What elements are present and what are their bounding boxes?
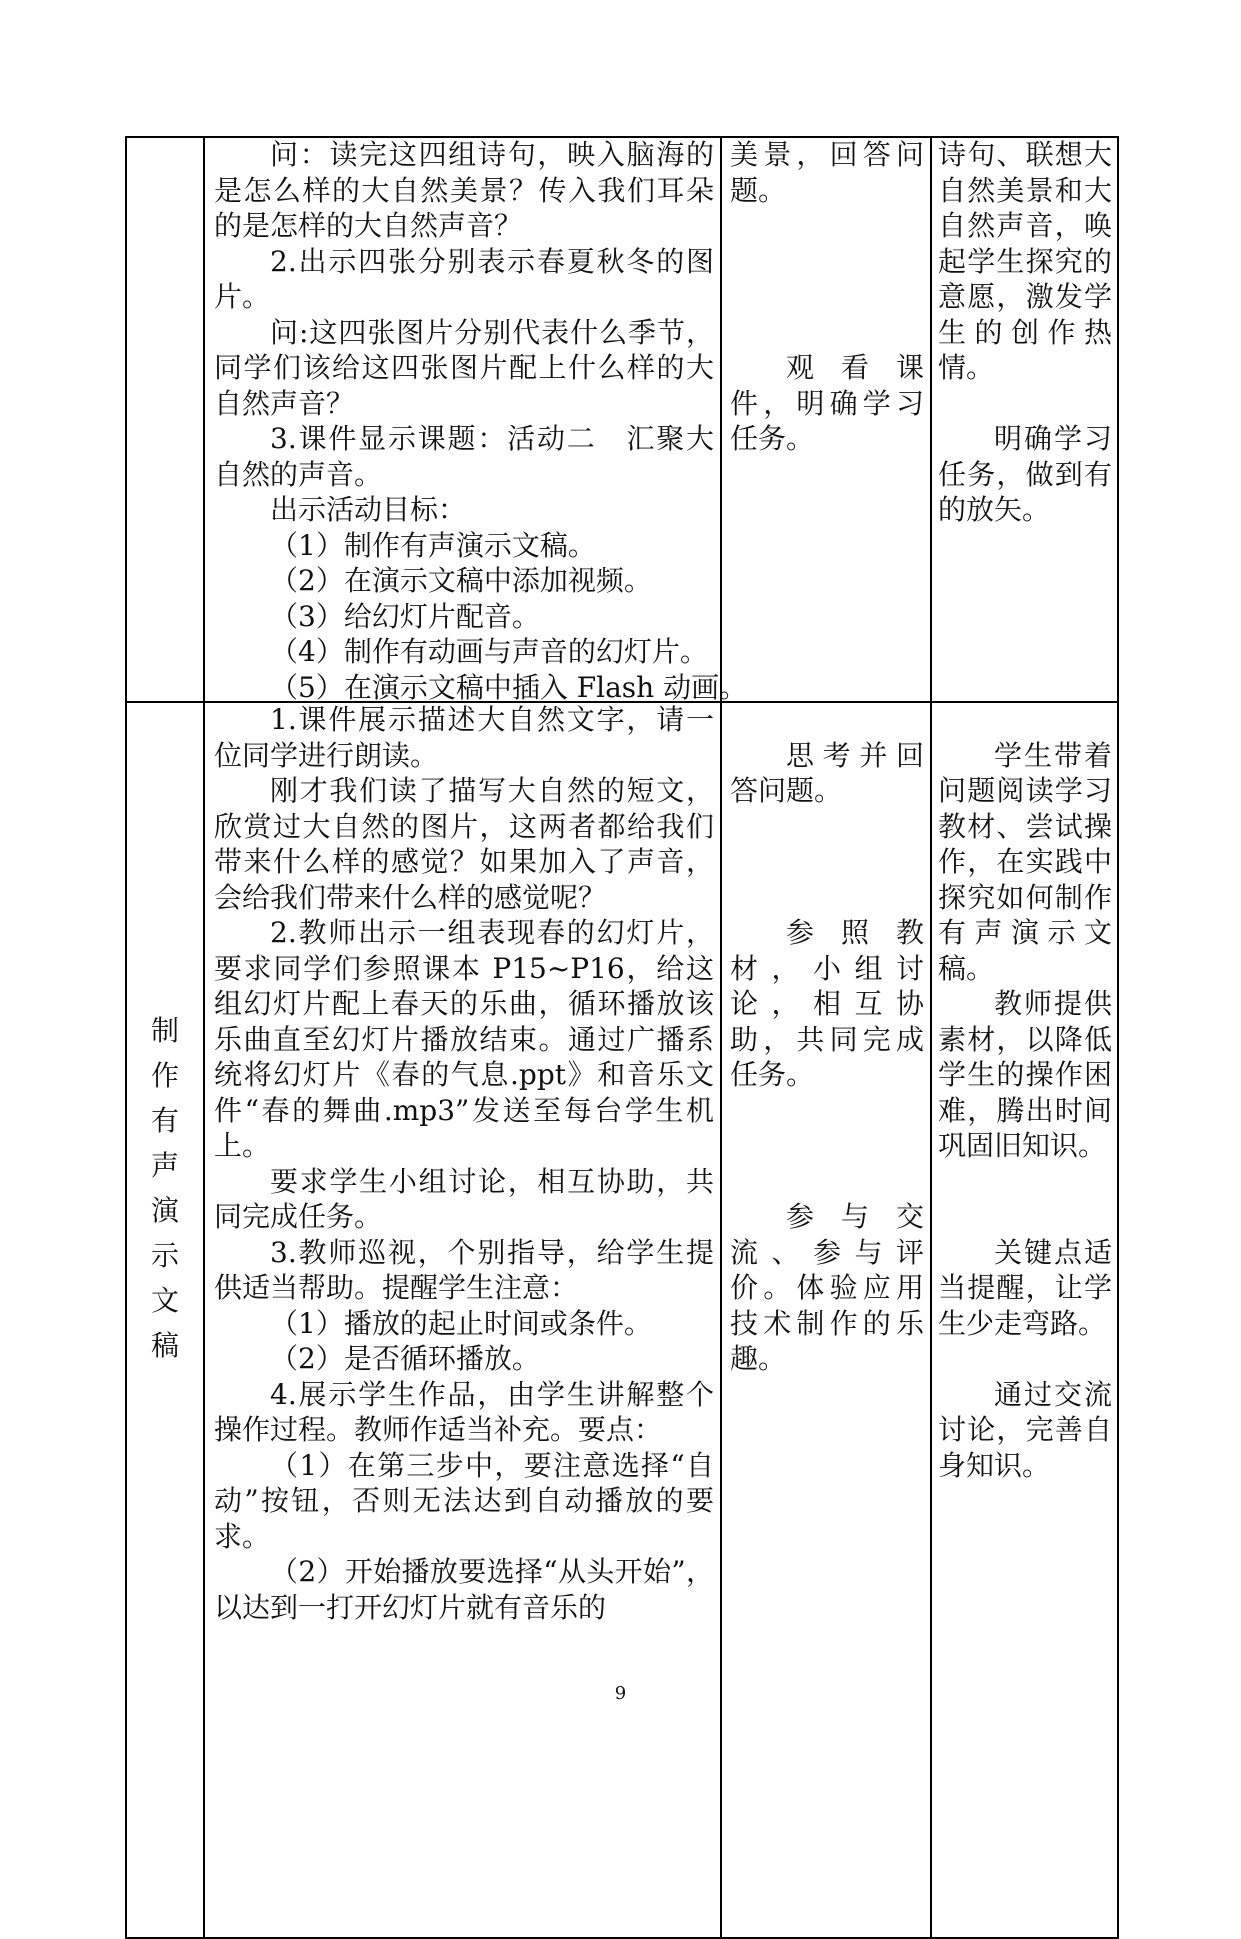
- page-number: 9: [614, 1683, 627, 1704]
- column-divider-1: [203, 136, 205, 1939]
- row2-student-para: 参与交流、参与评价。体验应用技术制作的乐趣。: [730, 1200, 924, 1375]
- row1-objective-item: （1）制作有声演示文稿。: [270, 528, 596, 562]
- table-right-border: [1117, 136, 1119, 1939]
- row1-teacher-para: 问:这四张图片分别代表什么季节，同学们该给这四张图片配上什么样的大自然声音？: [214, 315, 714, 420]
- row1-objective-item: （2）在演示文稿中添加视频。: [270, 564, 652, 597]
- row2-teacher-para: 2.教师出示一组表现春的幻灯片，要求同学们参照课本 P15~P16，给这组幻灯片配上春天的乐曲，循环播放该乐曲直至幻灯片播放结束。通过广播系统将幻灯片《春的气息.ppt》和音乐文件“春的舞曲.mp3”发送至每台学生机上。: [214, 916, 714, 1162]
- row1-teacher-para: 出示活动目标：: [270, 493, 467, 526]
- row2-intent-para: 关键点适当提醒，让学生少走弯路。: [938, 1235, 1112, 1340]
- row2-teacher-para: （1）在第三步中，要注意选择“自动”按钮，否则无法达到自动播放的要求。: [214, 1448, 714, 1553]
- row1-teacher-para: 2.出示四张分别表示春夏秋冬的图片。: [214, 244, 714, 313]
- stage-label: 制作有声演示文稿: [151, 1014, 180, 1362]
- row1-objective-item: （4）制作有动画与声音的幻灯片。: [270, 635, 708, 668]
- row2-intent-para: 教师提供素材，以降低学生的操作困难，腾出时间巩固旧知识。: [938, 987, 1112, 1162]
- row1-student-cell: [730, 137, 924, 457]
- column-divider-3: [930, 136, 932, 1939]
- row1-stage-cell: [127, 138, 203, 701]
- row2-stage-cell: [127, 703, 203, 1937]
- row1-intent-cell: [938, 137, 1112, 528]
- row2-intent-cell: [938, 702, 1112, 1483]
- row2-teacher-para: （1）播放的起止时间或条件。: [270, 1306, 652, 1340]
- row2-teacher-para: 要求学生小组讨论，相互协助，共同完成任务。: [214, 1164, 714, 1233]
- row2-intent-para: 通过交流讨论，完善自身知识。: [938, 1377, 1112, 1482]
- row2-intent-para: 学生带着问题阅读学习教材、尝试操作，在实践中探究如何制作有声演示文稿。: [938, 738, 1112, 985]
- row2-teacher-para: 3.教师巡视，个别指导，给学生提供适当帮助。提醒学生注意：: [214, 1235, 714, 1304]
- row2-teacher-para: 刚才我们读了描写大自然的短文，欣赏过大自然的图片，这两者都给我们带来什么样的感觉？如果加入了声音，会给我们带来什么样的感觉呢？: [214, 774, 714, 914]
- row1-objective-item: （3）给幻灯片配音。: [270, 599, 540, 633]
- row1-objective-item: （5）在演示文稿中插入 Flash 动画。: [270, 670, 748, 704]
- row2-teacher-para: 1.课件展示描述大自然文字，请一位同学进行朗读。: [214, 703, 714, 772]
- lesson-plan-table: [125, 136, 1119, 1937]
- row2-student-cell: [730, 702, 924, 1377]
- row2-student-para: 参照教材，小组讨论，相互协助，共同完成任务。: [730, 916, 924, 1091]
- column-divider-2: [720, 136, 722, 1939]
- row2-teacher-cell: [214, 702, 714, 1625]
- row2-student-para: 思考并回答问题。: [730, 738, 924, 807]
- row2-teacher-para: （2）开始播放要选择“从头开始”，以达到一打开幻灯片就有音乐的: [214, 1555, 714, 1624]
- row1-teacher-cell: [214, 137, 748, 705]
- row2-teacher-para: （2）是否循环播放。: [270, 1342, 540, 1375]
- row1-intent-para: 诗句、联想大自然美景和大自然声音，唤起学生探究的意愿，激发学生的创作热情。: [938, 138, 1112, 384]
- row1-teacher-para: 3.课件显示课题：活动二 汇聚大自然的声音。: [214, 422, 714, 491]
- row1-intent-para: 明确学习任务，做到有的放矢。: [938, 422, 1112, 526]
- row1-teacher-para: 问：读完这四组诗句，映入脑海的是怎么样的大自然美景？传入我们耳朵的是怎样的大自然声音？: [214, 138, 714, 242]
- row1-student-para: 观看课件，明确学习任务。: [730, 351, 924, 455]
- row2-teacher-para: 4.展示学生作品，由学生讲解整个操作过程。教师作适当补充。要点：: [214, 1377, 714, 1446]
- row1-student-para: 美景，回答问题。: [730, 138, 924, 207]
